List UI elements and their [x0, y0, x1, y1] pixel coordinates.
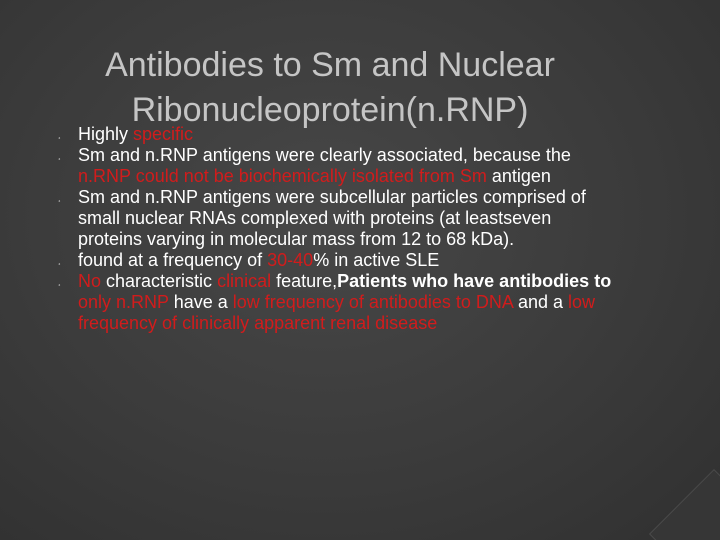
highlighted-text: low frequency of clinically apparent renal disease: [78, 292, 595, 333]
corner-decoration: [649, 469, 720, 540]
bullet-text: and a: [512, 292, 568, 312]
bullet-text: feature,: [271, 271, 338, 291]
bullet-icon: ¸: [58, 192, 61, 202]
highlighted-text: n.RNP could not be biochemically isolated from Sm: [78, 166, 487, 186]
bullet-item: [58, 145, 618, 187]
title-line-1: Antibodies to Sm and Nuclear: [105, 45, 555, 84]
highlighted-text: clinical: [217, 271, 272, 291]
bullet-text: Sm and n.RNP antigens were subcellular particles comprised of small nuclear RNAs complexed with proteins (at leastseven proteins varying in molecular mass from 12 to 68 kDa).: [78, 187, 586, 249]
bullet-icon: ¸: [58, 150, 61, 160]
bullet-list: [58, 124, 618, 334]
bullet-text: have a: [168, 292, 233, 312]
bullet-text: Sm and n.RNP antigens were clearly associated, because the: [78, 145, 571, 165]
bullet-item: [58, 271, 618, 334]
highlighted-text: only n.RNP: [78, 292, 169, 312]
bullet-icon: ¸: [58, 129, 61, 139]
bullet-text: Patients who have antibodies to: [337, 271, 612, 291]
bullet-icon: ¸: [58, 255, 61, 265]
highlighted-text: No: [78, 271, 102, 291]
bullet-text: found at a frequency of: [78, 250, 268, 270]
highlighted-text: low frequency of antibodies to DNA: [232, 292, 513, 312]
bullet-text: % in active SLE: [313, 250, 440, 270]
bullet-text: characteristic: [101, 271, 218, 291]
bullet-text: antigen: [486, 166, 551, 186]
slide-title: [0, 43, 660, 133]
bullet-text: Highly: [78, 124, 134, 144]
bullet-item: [58, 250, 618, 271]
title-line-2: Ribonucleoprotein(n.RNP): [131, 90, 529, 129]
bullet-item: [58, 187, 618, 250]
highlighted-text: 30-40: [267, 250, 314, 270]
bullet-item: [58, 124, 618, 145]
bullet-icon: ¸: [58, 276, 61, 286]
highlighted-text: specific: [133, 124, 194, 144]
